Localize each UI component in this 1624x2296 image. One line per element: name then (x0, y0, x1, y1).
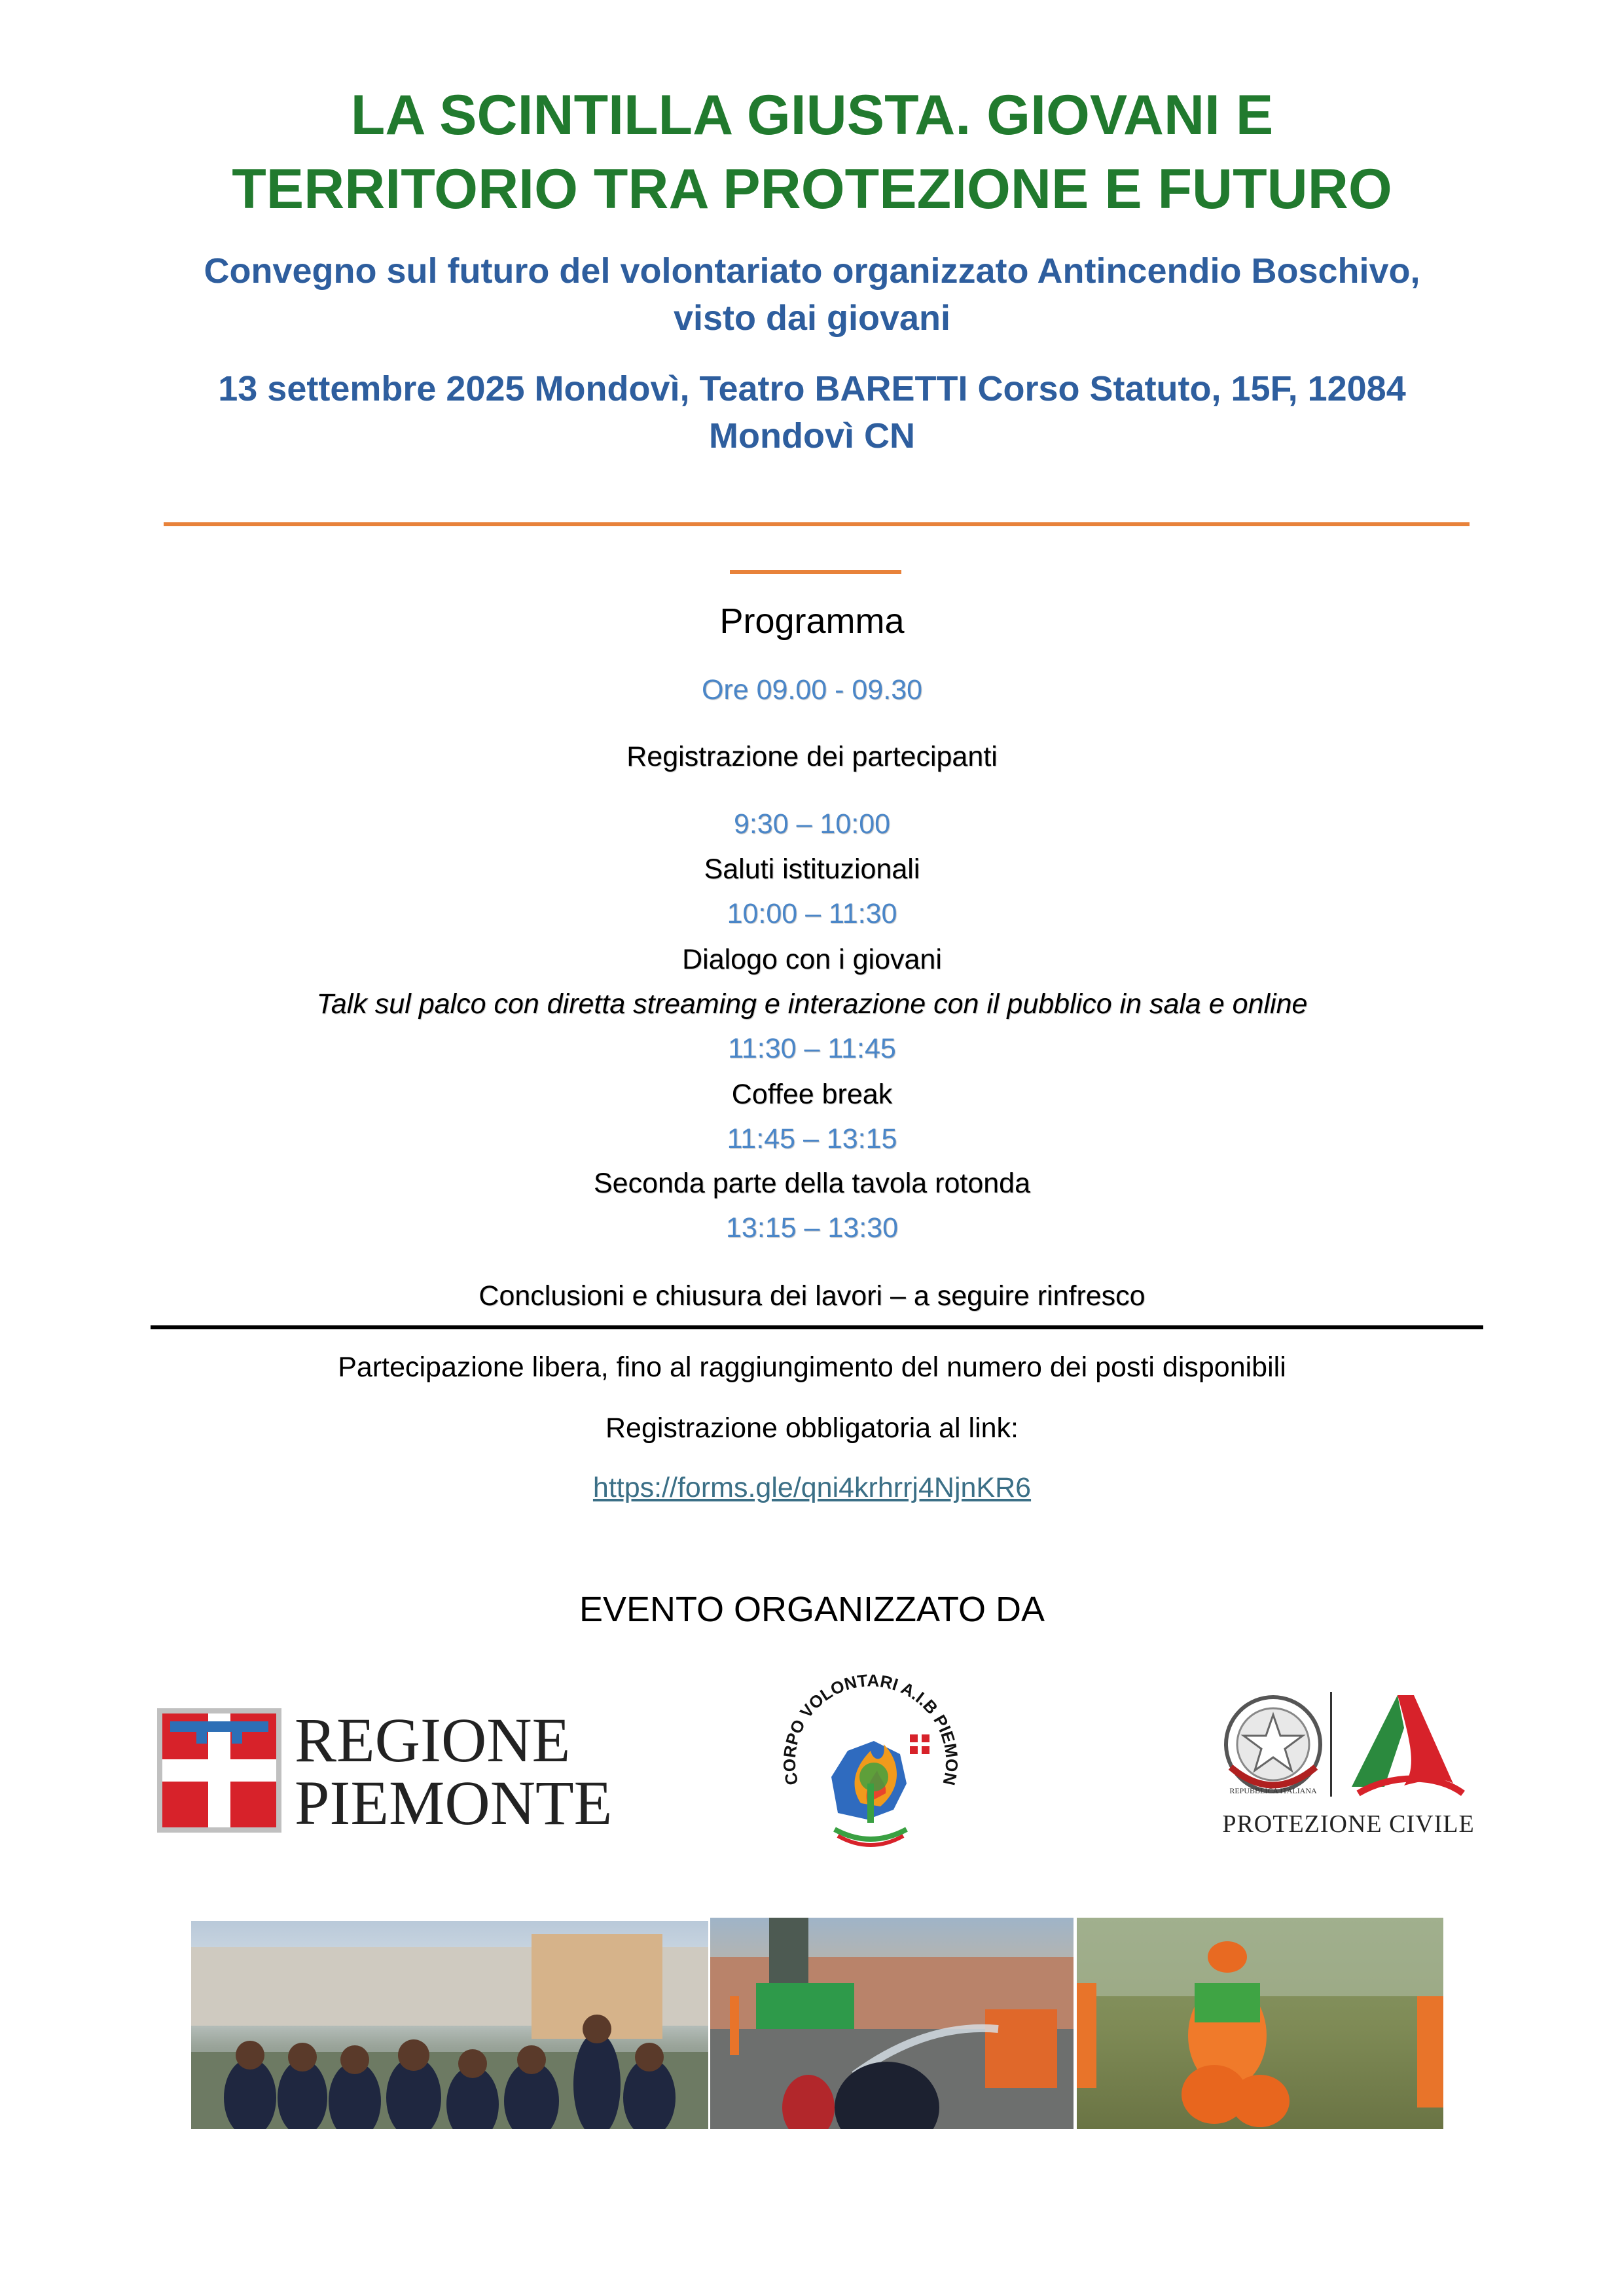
slot-time-3: 10:00 – 11:30 (727, 898, 897, 929)
regione-label: REGIONE (295, 1705, 571, 1775)
photo-students-outdoor (191, 1921, 708, 2129)
slot-activity-1: Registrazione dei partecipanti (626, 741, 998, 772)
slot-activity-4: Coffee break (731, 1079, 893, 1110)
firefighting-photo-illustration (710, 1918, 1074, 2129)
registration-link-row (0, 1472, 1624, 1504)
slot-activity-2: Saluti istituzionali (704, 853, 920, 885)
black-divider (151, 1325, 1483, 1329)
protezione-civile-triangle-icon (1339, 1689, 1470, 1800)
slot-time-4: 11:30 – 11:45 (728, 1033, 896, 1064)
participation-note: Partecipazione libera, fino al raggiungimento del numero dei posti disponibili (338, 1352, 1286, 1383)
slot-activity-5: Seconda parte della tavola rotonda (594, 1168, 1030, 1199)
subtitle-line-2: visto dai giovani (673, 298, 951, 338)
piemonte-label: PIEMONTE (295, 1768, 613, 1838)
photo-volunteer-field (1077, 1918, 1443, 2129)
slot-activity-3: Dialogo con i giovani (682, 944, 942, 975)
regione-piemonte-logo (157, 1705, 613, 1838)
slot-time-1: Ore 09.00 - 09.30 (701, 674, 923, 706)
title-line-1: LA SCINTILLA GIUSTA. GIOVANI E (350, 84, 1274, 147)
slot-time-2: 9:30 – 10:00 (733, 808, 891, 840)
registration-link[interactable]: https://forms.gle/qni4krhrrj4NjnKR6 (592, 1472, 1032, 1503)
repubblica-text: REPUBBLICA ITALIANA (1229, 1786, 1317, 1795)
orange-divider-long (164, 522, 1470, 526)
subtitle-line-1: Convegno sul futuro del volontariato organizzato Antincendio Boschivo, (204, 251, 1420, 291)
protezione-civile-logo (1218, 1689, 1479, 1839)
aib-emblem-icon (776, 1672, 965, 1862)
organizers-heading: EVENTO ORGANIZZATO DA (579, 1590, 1045, 1629)
corpo-volontari-aib-logo (776, 1672, 965, 1862)
slot-time-6: 13:15 – 13:30 (725, 1212, 899, 1244)
program-heading: Programma (719, 601, 905, 641)
piemonte-cross-icon (157, 1708, 281, 1833)
volunteer-photo-illustration (1077, 1918, 1443, 2129)
photo-firefighting-demo (710, 1918, 1074, 2129)
slot-detail-3: Talk sul palco con diretta streaming e interazione con il pubblico in sala e online (316, 988, 1308, 1020)
protezione-civile-label: PROTEZIONE CIVILE (1222, 1810, 1475, 1838)
date-line-2: Mondovì CN (709, 416, 915, 456)
slot-activity-6: Conclusioni e chiusura dei lavori – a seguire rinfresco (478, 1280, 1146, 1312)
logo-separator (1330, 1692, 1332, 1797)
slot-time-5: 11:45 – 13:15 (727, 1123, 897, 1155)
aib-arc-text: CORPO VOLONTARI A.I.B PIEMON (779, 1672, 962, 1787)
students-photo-illustration (191, 1921, 708, 2129)
repubblica-emblem-icon (1218, 1689, 1329, 1800)
title-line-2: TERRITORIO TRA PROTEZIONE E FUTURO (232, 158, 1392, 221)
date-line-1: 13 settembre 2025 Mondovì, Teatro BARETTI Corso Statuto, 15F, 12084 (218, 369, 1406, 408)
orange-divider-short (730, 570, 901, 574)
registration-note: Registrazione obbligatoria al link: (605, 1412, 1019, 1444)
